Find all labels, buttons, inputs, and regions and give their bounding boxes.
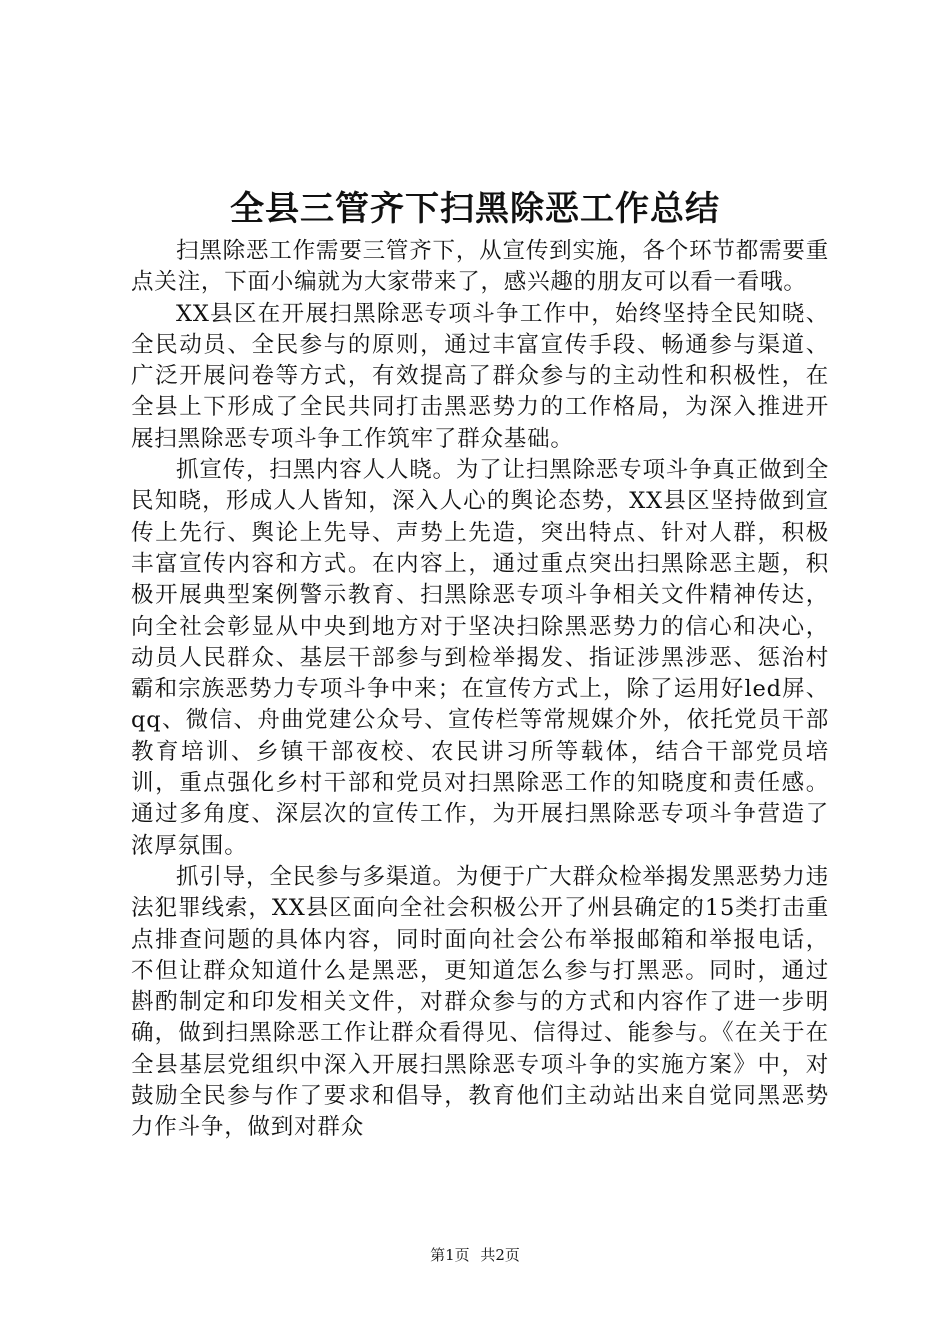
paragraph-guidance: 抓引导，全民参与多渠道。为便于广大群众检举揭发黑恶势力违法犯罪线索，XX县区面向全社会积极公开了州县确定的15类打击重点排查问题的具体内容，同时面向社会公布举报邮箱和举报电话，不但让群众知道什么是黑恶，更知道怎么参与打黑恶。同时，通过斟酌制定和印发相关文件，对群众参与的方式和内容作了进一步明确，做到扫黑除恶工作让群众看得见、信得过、能参与。《在关于在全县基层党组织中深入开展扫黑除恶专项斗争的实施方案》中，对鼓励全民参与作了要求和倡导，教育他们主动站出来自觉同黑恶势力作斗争，做到对群众 xyxy=(131,863,829,1141)
page-number: 第1页 xyxy=(430,1246,470,1264)
paragraph-publicity: 抓宣传，扫黑内容人人晓。为了让扫黑除恶专项斗争真正做到全民知晓，形成人人皆知，深入人心的舆论态势，XX县区坚持做到宣传上先行、舆论上先导、声势上先造，突出特点、针对人群，积极丰富宣传内容和方式。在内容上，通过重点突出扫黑除恶主题，积极开展典型案例警示教育、扫黑除恶专项斗争相关文件精神传达，向全社会彰显从中央到地方对于坚决扫除黑恶势力的信心和决心，动员人民群众、基层干部参与到检举揭发、指证涉黑涉恶、惩治村霸和宗族恶势力专项斗争中来；在宣传方式上，除了运用好led屏、qq、微信、舟曲党建公众号、宣传栏等常规媒介外，依托党员干部教育培训、乡镇干部夜校、农民讲习所等载体，结合干部党员培训，重点强化乡村干部和党员对扫黑除恶工作的知晓度和责任感。通过多角度、深层次的宣传工作，为开展扫黑除恶专项斗争营造了浓厚氛围。 xyxy=(131,457,829,859)
document-body xyxy=(131,236,829,1144)
paragraph-overview: XX县区在开展扫黑除恶专项斗争工作中，始终坚持全民知晓、全民动员、全民参与的原则，通过丰富宣传手段、畅通参与渠道、广泛开展问卷等方式，有效提高了群众参与的主动性和积极性，在全县上下形成了全民共同打击黑恶势力的工作格局，为深入推进开展扫黑除恶专项斗争工作筑牢了群众基础。 xyxy=(131,300,829,452)
paragraph-intro: 扫黑除恶工作需要三管齐下，从宣传到实施，各个环节都需要重点关注，下面小编就为大家带来了，感兴趣的朋友可以看一看哦。 xyxy=(131,238,829,296)
page-title: 全县三管齐下扫黑除恶工作总结 xyxy=(230,189,720,229)
page-footer xyxy=(0,1244,950,1266)
page-total: 共2页 xyxy=(480,1246,520,1264)
